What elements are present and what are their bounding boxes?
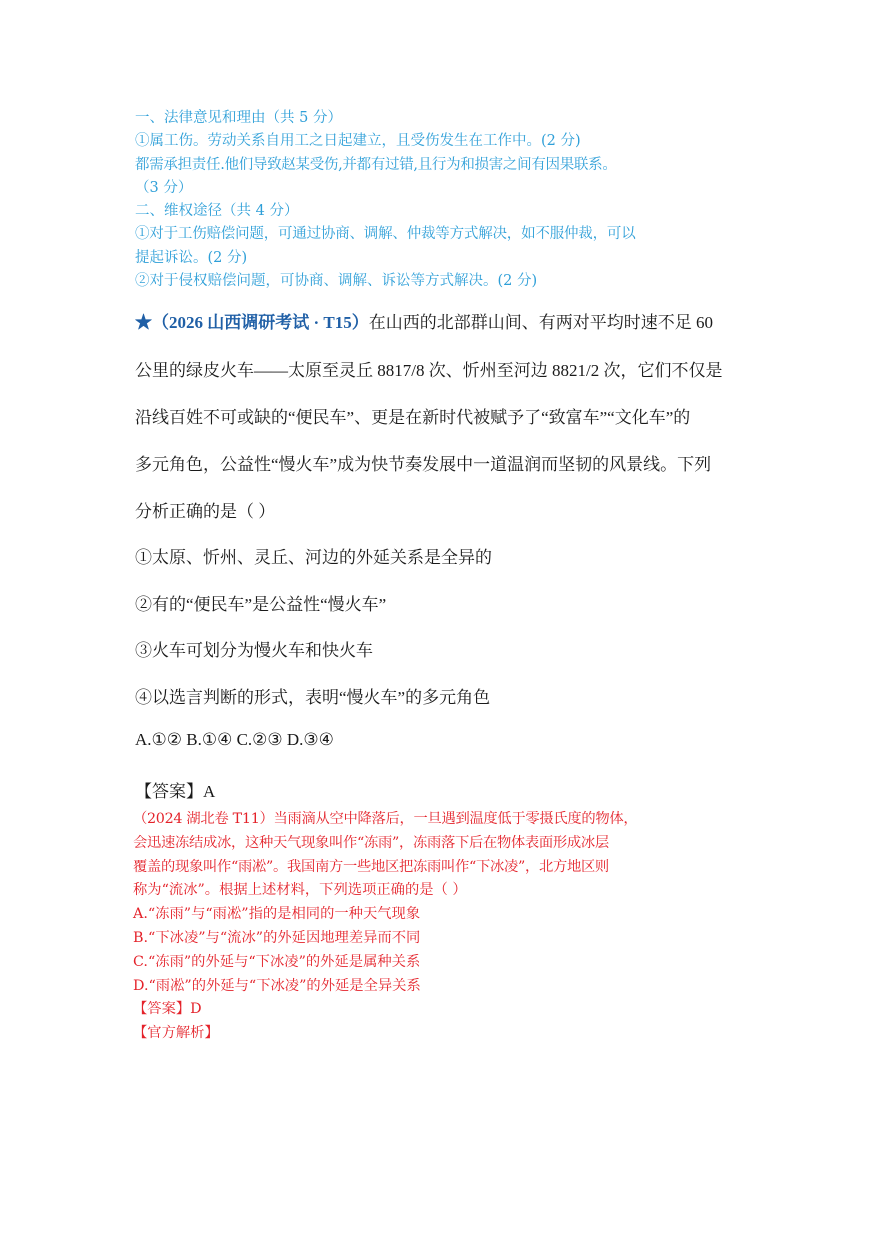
question-source: ★（2026 山西调研考试 · T15） [135, 313, 369, 332]
answer-line: 一、法律意见和理由（共 5 分） [135, 110, 342, 126]
question-option: ②有的“便民车”是公益性“慢火车” [135, 595, 387, 614]
answer-choices: A.①② B.①④ C.②③ D.③④ [135, 730, 334, 749]
question-stem-line: 公里的绿皮火车——太原至灵丘 8817/8 次、忻州至河边 8821/2 次，它们不仅是 [135, 361, 723, 380]
answer-label: 【答案】D [133, 1001, 202, 1018]
answer-line: 二、维权途径（共 4 分） [135, 203, 299, 220]
question-stem-line: 沿线百姓不可或缺的“便民车”、更是在新时代被赋予了“致富车”“文化车”的 [135, 408, 691, 427]
question-line: 会迅速冻结成冰，这种天气现象叫作“冻雨”，冻雨落下后在物体表面形成冰层 [133, 834, 609, 851]
answer-line: 提起诉讼。(2 分) [135, 249, 248, 266]
question-text: 在山西的北部群山间、有两对平均时速不足 60 [368, 313, 714, 332]
question-stem-line [135, 308, 760, 333]
question-stem-line: 分析正确的是（ ） [135, 502, 276, 521]
question-line: 覆盖的现象叫作“雨凇”。我国南方一些地区把冻雨叫作“下冰凌”，北方地区则 [133, 858, 609, 875]
question-option: ③火车可划分为慢火车和快火车 [135, 641, 373, 660]
question-stem-line: 多元角色，公益性“慢火车”成为快节奏发展中一道温润而坚韧的风景线。下列 [135, 455, 712, 474]
answer-block-blue [135, 107, 760, 293]
answer-line: ①对于工伤赔偿问题，可通过协商、调解、仲裁等方式解决，如不服仲裁，可以 [135, 226, 636, 243]
question-block-red [133, 808, 763, 1046]
question-option: ①太原、忻州、灵丘、河边的外延关系是全异的 [135, 548, 492, 567]
answer-line: ②对于侵权赔偿问题，可协商、调解、诉讼等方式解决。(2 分) [135, 273, 538, 290]
option-line: D.“雨凇”的外延与“下冰凌”的外延是全异关系 [133, 977, 421, 994]
answer-line: ①属工伤。劳动关系自用工之日起建立，且受伤发生在工作中。(2 分) [135, 133, 581, 150]
answer-line: 都需承担责任.他们导致赵某受伤,并都有过错,且行为和损害之间有因果联系。 [135, 156, 617, 173]
option-line: C.“冻雨”的外延与“下冰凌”的外延是属种关系 [133, 953, 421, 970]
question-line: 称为“流冰”。根据上述材料，下列选项正确的是（ ） [133, 882, 467, 899]
answer-label: 【答案】A [135, 782, 216, 801]
option-line: A.“冻雨”与“雨凇”指的是相同的一种天气现象 [133, 906, 421, 923]
question-line: （2024 湖北卷 T11）当雨滴从空中降落后，一旦遇到温度低于零摄氏度的物体， [133, 811, 638, 827]
question-option: ④以选言判断的形式，表明“慢火车”的多元角色 [135, 688, 491, 707]
answer-line: （3 分） [135, 179, 193, 196]
option-line: B.“下冰凌”与“流冰”的外延因地理差异而不同 [133, 929, 421, 946]
analysis-label: 【官方解析】 [133, 1025, 219, 1042]
